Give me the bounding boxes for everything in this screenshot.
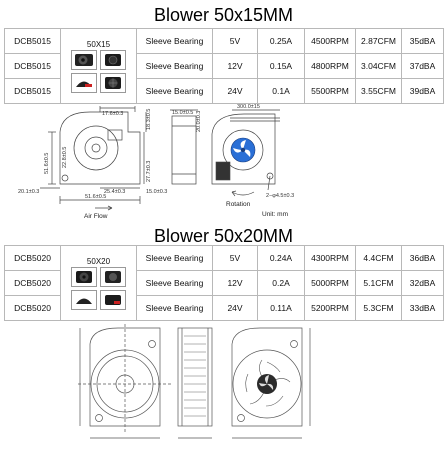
model-cell: DCB5020 [5,246,61,271]
bearing-cell: Sleeve Bearing [137,29,213,54]
current-cell: 0.11A [258,296,305,321]
dim-label: 300.0±15 [237,104,260,110]
noise-cell: 37dBA [402,54,444,79]
model-cell: DCB5015 [5,29,61,54]
airflow-cell: 5.3CFM [356,296,402,321]
product-photo [100,73,126,93]
product-photo [71,267,97,287]
current-cell: 0.15A [258,54,305,79]
photo-label: 50X15 [86,40,111,49]
current-cell: 0.1A [258,79,305,104]
product-photos [61,29,137,104]
current-cell: 0.25A [258,29,305,54]
speed-cell: 4300RPM [305,246,356,271]
noise-cell: 36dBA [402,246,444,271]
noise-cell: 33dBA [402,296,444,321]
table-row [5,246,444,271]
product-photo [71,290,97,310]
product-photo [71,73,97,93]
noise-cell: 32dBA [402,271,444,296]
dim-label: 27.7±0.3 [146,160,152,182]
dim-label: 25.4±0.3 [104,189,126,195]
bearing-cell: Sleeve Bearing [137,296,213,321]
photo-label: 50X20 [86,257,111,266]
bearing-cell: Sleeve Bearing [137,271,213,296]
speed-cell: 5000RPM [305,271,356,296]
model-cell: DCB5015 [5,54,61,79]
speed-cell: 5500RPM [305,79,356,104]
speed-cell: 5200RPM [305,296,356,321]
bearing-cell: Sleeve Bearing [137,79,213,104]
dim-label: 2−φ4.5±0.3 [266,193,295,199]
dim-label: 22.8±0.5 [62,146,68,168]
model-cell: DCB5015 [5,79,61,104]
rotation-caption: Rotation [226,201,251,208]
section1-title: Blower 50x15MM [153,5,294,25]
dimension-drawing-50x15 [0,104,447,222]
product-photo [100,267,126,287]
dim-label: 18.3±0.5 [146,108,152,130]
spec-table-50x15 [4,28,444,104]
voltage-cell: 5V [213,246,258,271]
voltage-cell: 24V [213,79,258,104]
product-photo [100,50,126,70]
dim-label: 51.6±0.5 [44,152,50,174]
unit-caption: Unit: mm [262,211,288,218]
airflow-cell: 5.1CFM [356,271,402,296]
model-cell: DCB5020 [5,296,61,321]
table-row [5,29,444,54]
dim-label: 15.0±0.3 [146,189,168,195]
spec-table-50x20 [4,245,444,321]
airflow-cell: 3.55CFM [356,79,402,104]
air-flow-caption: Air Flow [84,213,108,220]
airflow-cell: 3.04CFM [356,54,402,79]
section2-title: Blower 50x20MM [153,226,294,246]
speed-cell: 4800RPM [305,54,356,79]
voltage-cell: 24V [213,296,258,321]
noise-cell: 35dBA [402,29,444,54]
voltage-cell: 12V [213,271,258,296]
product-photos [61,246,137,321]
dim-label: 20.1±0.3 [18,189,40,195]
bearing-cell: Sleeve Bearing [137,54,213,79]
current-cell: 0.24A [258,246,305,271]
dim-label: 51.6±0.5 [85,194,107,200]
voltage-cell: 12V [213,54,258,79]
dimension-drawing-50x20 [0,322,447,448]
voltage-cell: 5V [213,29,258,54]
product-photo [71,50,97,70]
model-cell: DCB5020 [5,271,61,296]
current-cell: 0.2A [258,271,305,296]
product-photo [100,290,126,310]
airflow-cell: 2.87CFM [356,29,402,54]
dim-label: 20.0±0.3 [196,110,202,132]
dim-label: 17.6±0.3 [102,111,124,117]
noise-cell: 39dBA [402,79,444,104]
airflow-cell: 4.4CFM [356,246,402,271]
speed-cell: 4500RPM [305,29,356,54]
dim-label: 15.0±0.5 [172,110,194,116]
bearing-cell: Sleeve Bearing [137,246,213,271]
